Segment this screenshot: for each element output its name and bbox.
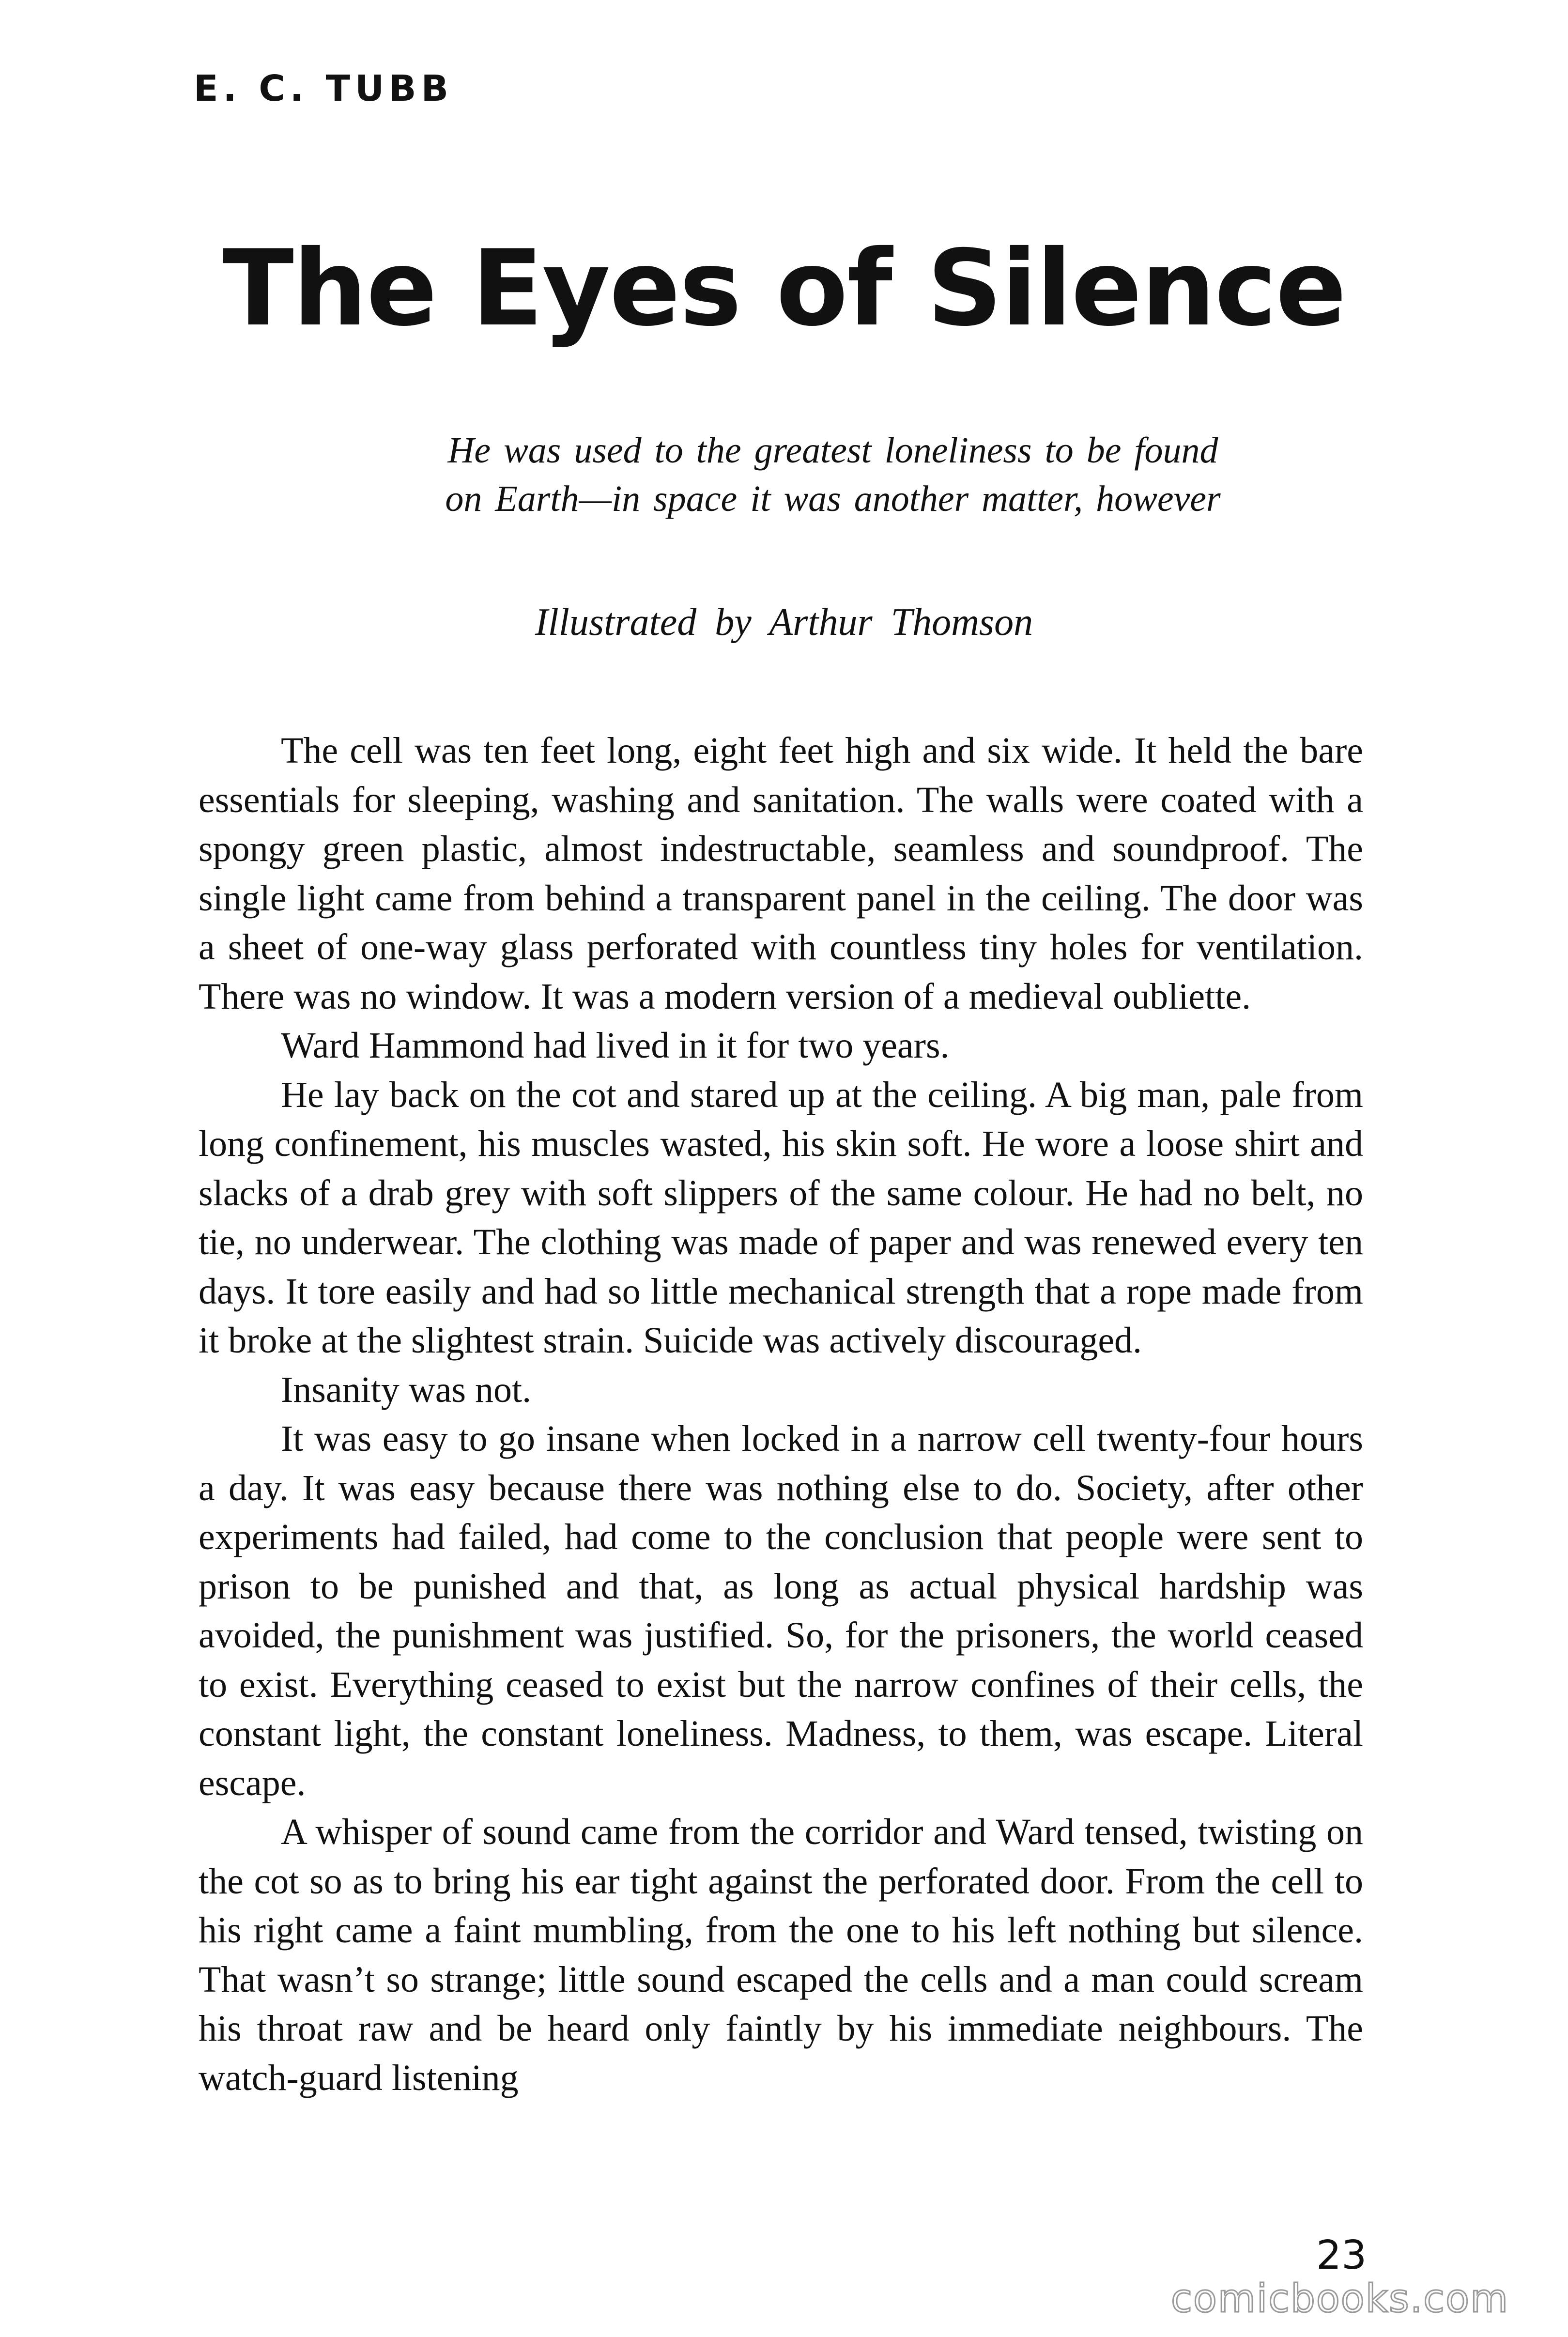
author-byline: E. C. TUBB	[194, 68, 453, 109]
story-blurb	[291, 426, 1375, 523]
blurb-line-2: on Earth—in space it was another matter, however	[445, 478, 1221, 519]
paragraph: The cell was ten feet long, eight feet high and six wide. It held the bare essentials for sleeping, washing and sanitation. The walls were coated with a spongy green plastic, almost indestructable, seamless and soundproof. The single light came from behind a transparent panel in the ceiling. The door was a sheet of one-way glass perforated with countless tiny holes for ventilation. There was no window. It was a modern version of a medieval oubliette.	[199, 730, 1363, 1017]
paragraph: Insanity was not.	[281, 1369, 532, 1410]
paragraph: A whisper of sound came from the corridor and Ward tensed, twisting on the cot so as to bring his ear tight against the perforated door. From the cell to his right came a faint mumbling, from the one to his left nothing but silence. That wasn’t so strange; little sound escaped the cells and a man could scream his throat raw and be heard only faintly by his immediate neighbours. The watch-guard listening	[199, 1812, 1363, 2098]
paragraph: He lay back on the cot and stared up at the ceiling. A big man, pale from long confinement, his muscles wasted, his skin soft. He wore a loose shirt and slacks of a drab grey with soft slippers of the same colour. He had no belt, no tie, no underwear. The clothing was made of paper and was renewed every ten days. It tore easily and had so little mechanical strength that a rope made from it broke at the slightest strain. Suicide was actively discouraged.	[199, 1074, 1363, 1361]
paragraph: It was easy to go insane when locked in a narrow cell twenty-four hours a day. It was easy because there was nothing else to do. Society, after other experiments had failed, had come to the conclusion that people were sent to prison to be punished and that, as long as actual physical hardship was avoided, the punishment was justified. So, for the prisoners, the world ceased to exist. Everything ceased to exist but the narrow confines of their cells, the constant light, the constant loneliness. Madness, to them, was escape. Literal escape.	[199, 1418, 1363, 1803]
watermark: comicbooks.com	[1171, 2276, 1509, 2321]
blurb-line-1: He was used to the greatest loneliness to be found	[447, 430, 1218, 471]
paragraph: Ward Hammond had lived in it for two years.	[281, 1025, 950, 1066]
page-number: 23	[1316, 2232, 1367, 2278]
illustrator-credit: Illustrated by Arthur Thomson	[535, 601, 1033, 644]
story-body	[199, 726, 1363, 2103]
story-title: The Eyes of Silence	[222, 228, 1346, 349]
